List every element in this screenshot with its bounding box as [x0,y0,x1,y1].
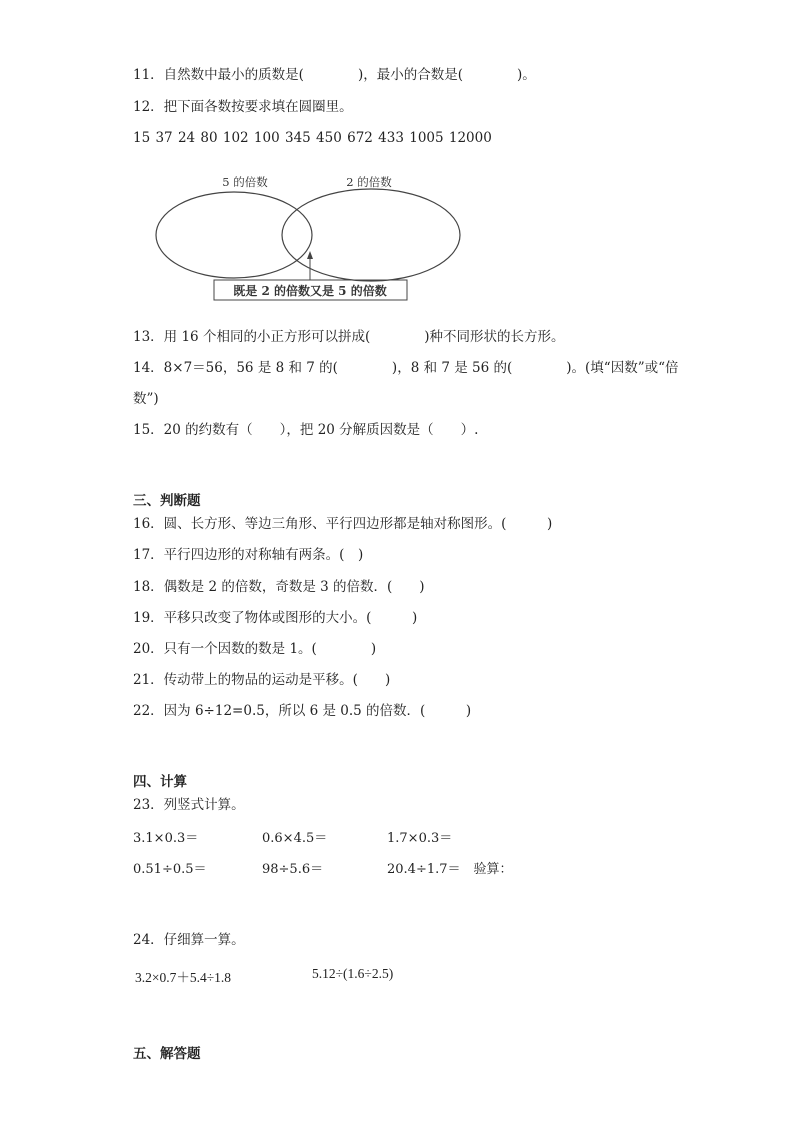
venn-right-ellipse [282,189,460,281]
question-12: 12．把下面各数按要求填在圆圈里。 [133,99,353,115]
venn-left-label: 5 的倍数 [222,175,268,189]
expression-2: 5.12÷(1.6÷2.5) [312,966,394,981]
question-21: 21．传动带上的物品的运动是平移。( ) [133,672,391,688]
section-3-heading: 三、判断题 [133,493,201,509]
venn-left-ellipse [156,192,312,278]
venn-pointer-arrow [307,251,313,259]
question-17: 17．平行四边形的对称轴有两条。( ) [133,547,364,563]
calc-item: 3.1×0.3＝ [133,831,199,846]
question-22: 22．因为 6÷12=0.5，所以 6 是 0.5 的倍数．( ) [133,703,472,719]
question-19: 19．平移只改变了物体或图形的大小。( ) [133,610,418,626]
expression-1: 3.2×0.7＋5.4÷1.8 [135,970,232,985]
question-18: 18．偶数是 2 的倍数，奇数是 3 的倍数．( ) [133,579,425,595]
question-15: 15．20 的约数有（ ），把 20 分解质因数是（ ）. [133,422,479,438]
number-list: 15 37 24 80 102 100 345 450 672 433 1005 12000 [133,130,492,146]
question-13: 13．用 16 个相同的小正方形可以拼成( )种不同形状的长方形。 [133,329,565,345]
section-5-heading: 五、解答题 [133,1046,201,1062]
calc-item: 1.7×0.3＝ [387,831,453,846]
question-11: 11．自然数中最小的质数是( )，最小的合数是( )。 [133,67,536,83]
question-16: 16．圆、长方形、等边三角形、平行四边形都是轴对称图形。( ) [133,516,553,532]
calc-item: 0.6×4.5＝ [262,831,328,846]
venn-right-label: 2 的倍数 [346,175,392,189]
calc-item: 0.51÷0.5＝ [133,862,207,877]
venn-box-label: 既是 2 的倍数又是 5 的倍数 [233,284,387,298]
question-14-cont: 数”) [133,391,159,407]
question-23: 23．列竖式计算。 [133,797,245,813]
calc-item: 20.4÷1.7＝ 验算： [387,862,513,877]
question-14: 14．8×7＝56，56 是 8 和 7 的( )，8 和 7 是 56 的( )。(填“因数”或“倍 [133,360,679,376]
question-20: 20．只有一个因数的数是 1。( ) [133,641,377,657]
section-4-heading: 四、计算 [133,774,187,790]
venn-diagram [0,168,794,338]
question-24: 24．仔细算一算。 [133,932,245,948]
calc-item: 98÷5.6＝ [262,862,324,877]
